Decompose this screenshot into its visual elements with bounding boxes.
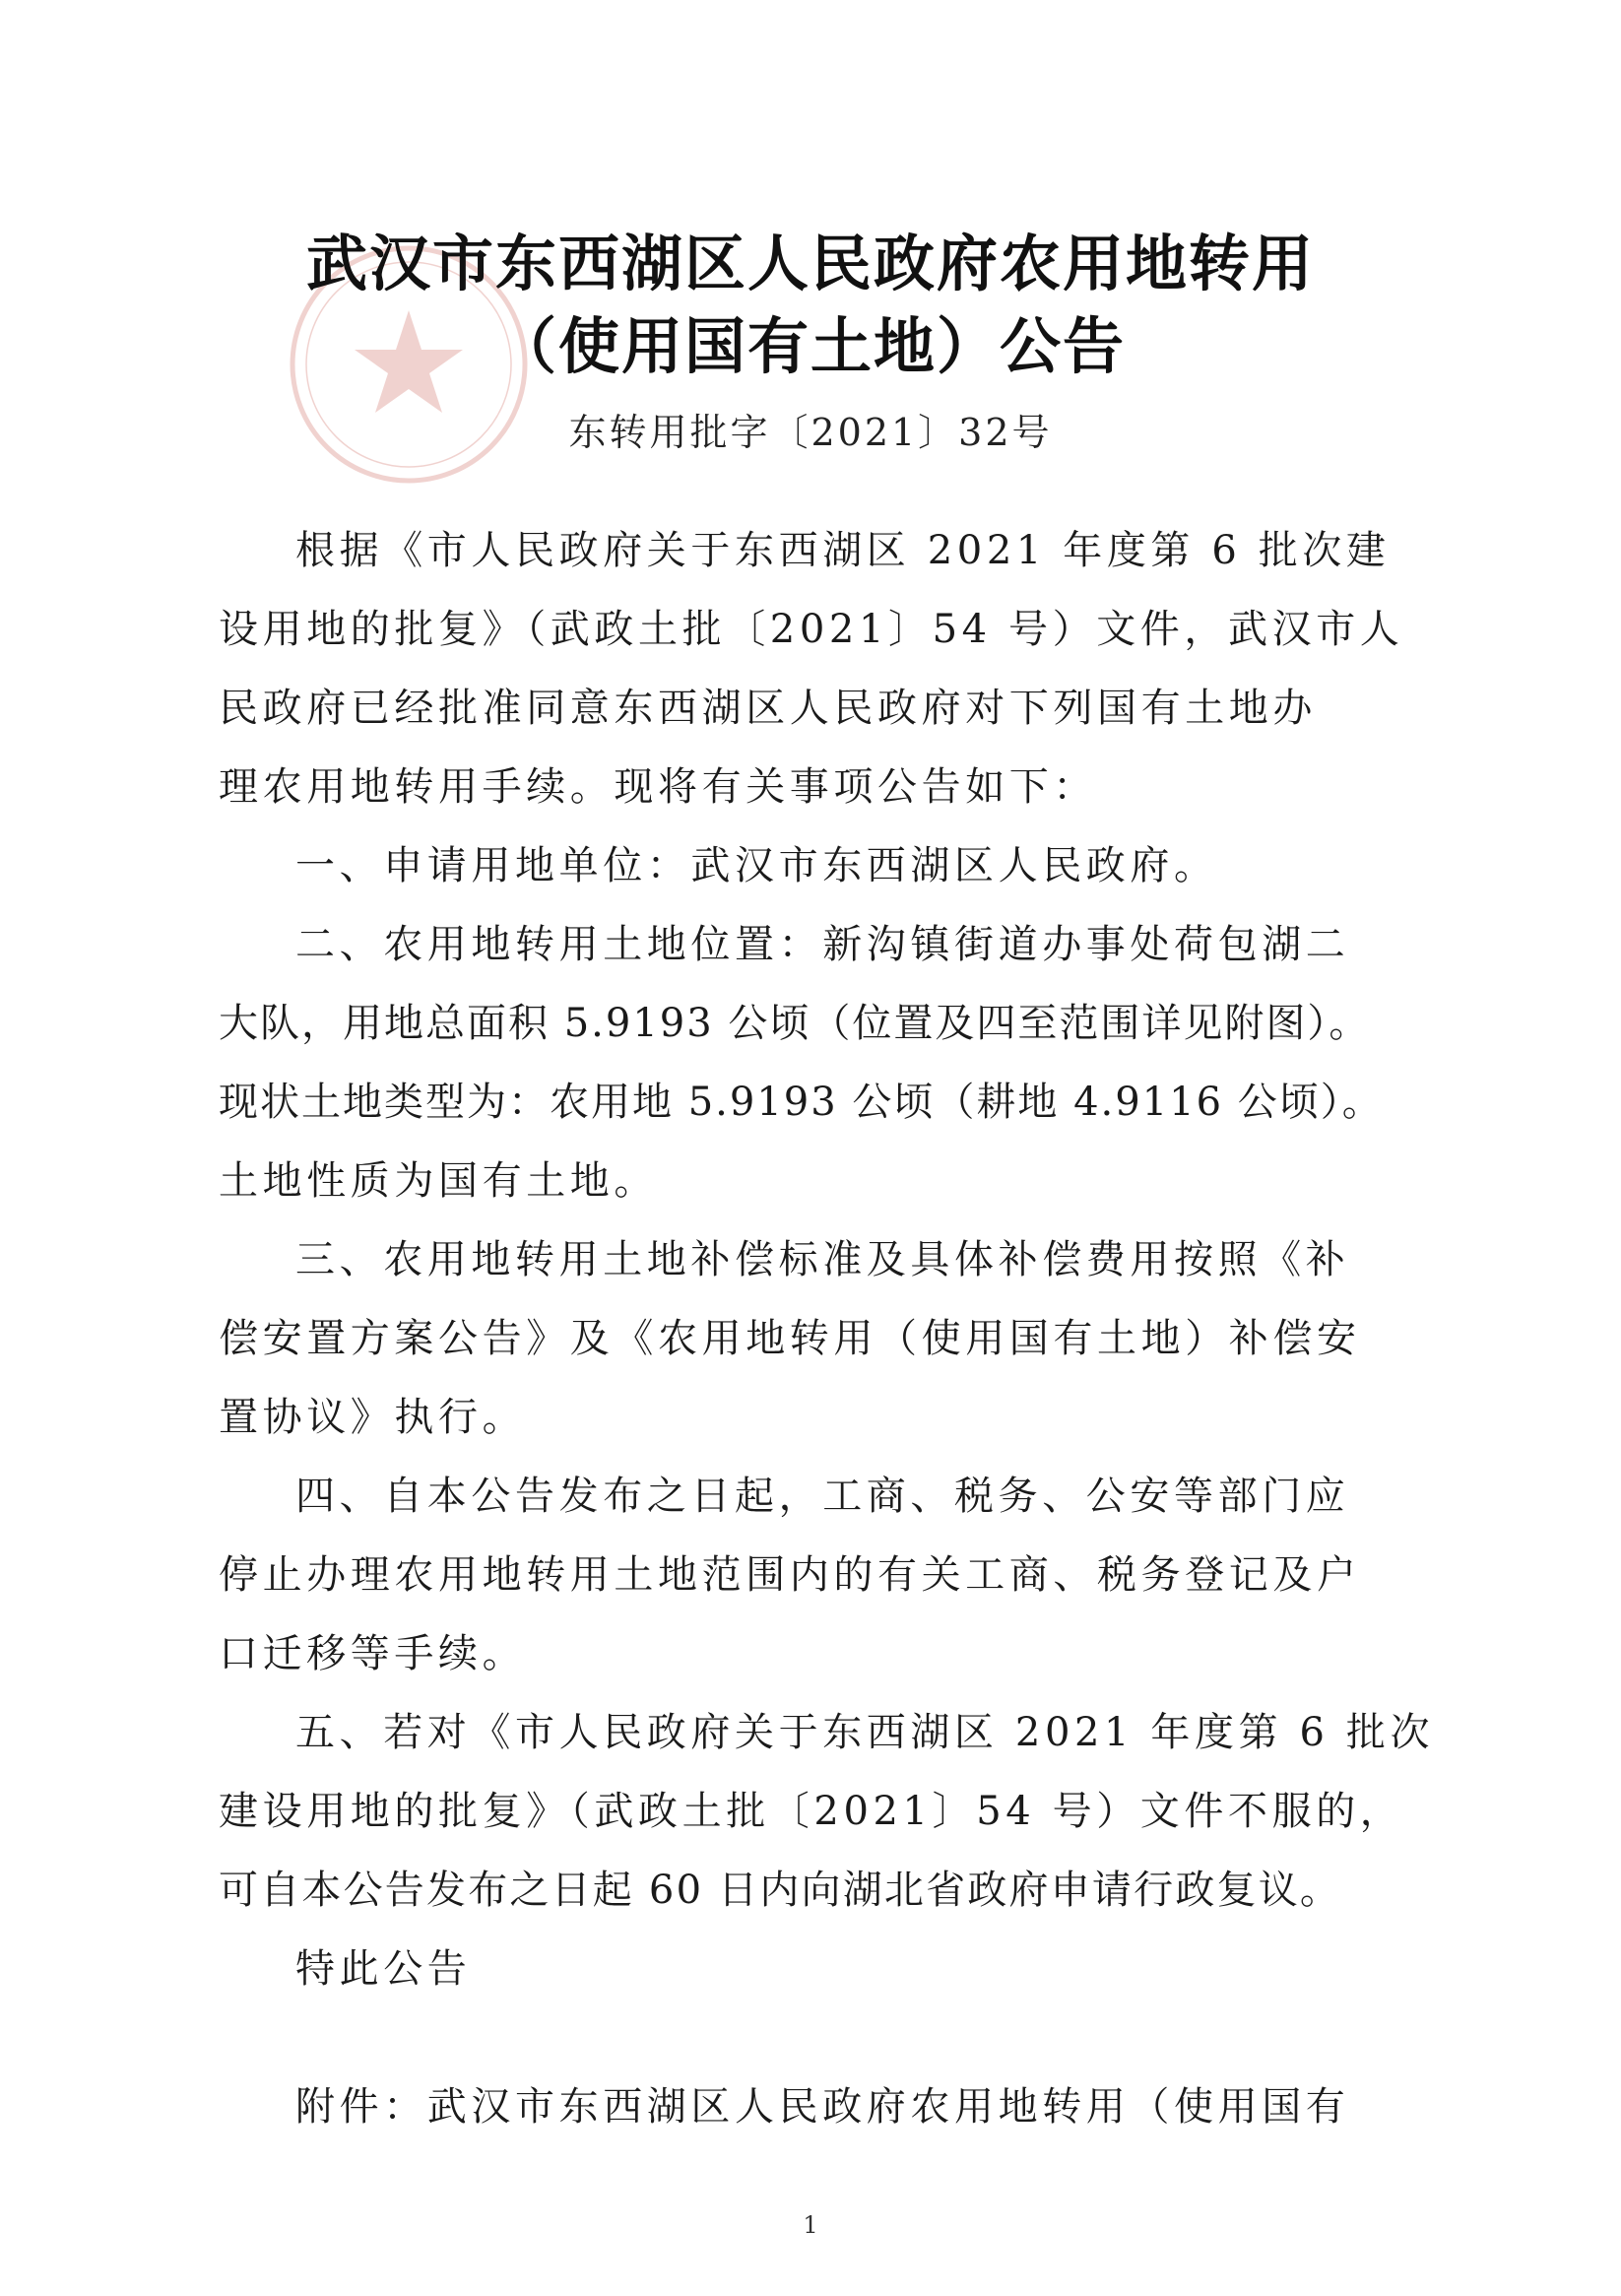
body-line: 五、若对《市人民政府关于东西湖区 2021 年度第 6 批次	[295, 1710, 1435, 1755]
attachment-line: 附件：武汉市东西湖区人民政府农用地转用（使用国有	[295, 2084, 1350, 2130]
document-title-line-2: （使用国有土地）公告	[494, 310, 1126, 382]
closing-text: 特此公告	[295, 1946, 472, 1992]
body-line: 三、农用地转用土地补偿标准及具体补偿费用按照《补	[295, 1237, 1350, 1282]
body-line: 四、自本公告发布之日起，工商、税务、公安等部门应	[295, 1474, 1350, 1519]
body-line: 置协议》执行。	[219, 1395, 527, 1440]
body-line: 设用地的批复》（武政土批〔2021〕54 号）文件，武汉市人	[219, 607, 1404, 652]
document-number: 东转用批字〔2021〕32号	[568, 411, 1053, 454]
body-line: 可自本公告发布之日起 60 日内向湖北省政府申请行政复议。	[219, 1868, 1342, 1913]
body-line: 理农用地转用手续。现将有关事项公告如下：	[219, 764, 1097, 810]
body-line: 口迁移等手续。	[219, 1631, 527, 1676]
body-line: 现状土地类型为：农用地 5.9193 公顷（耕地 4.9116 公顷）。	[219, 1080, 1384, 1125]
body-line: 一、申请用地单位：武汉市东西湖区人民政府。	[295, 843, 1218, 888]
body-line: 大队，用地总面积 5.9193 公顷（位置及四至范围详见附图）。	[219, 1001, 1371, 1046]
body-line: 根据《市人民政府关于东西湖区 2021 年度第 6 批次建	[295, 528, 1391, 573]
body-line: 二、农用地转用土地位置：新沟镇街道办事处荷包湖二	[295, 922, 1350, 967]
body-line: 土地性质为国有土地。	[219, 1158, 658, 1204]
body-line: 建设用地的批复》（武政土批〔2021〕54 号）文件不服的，	[219, 1789, 1404, 1834]
page-number: 1	[803, 2211, 818, 2239]
body-line: 停止办理农用地转用土地范围内的有关工商、税务登记及户	[219, 1552, 1361, 1598]
body-line: 民政府已经批准同意东西湖区人民政府对下列国有土地办	[219, 686, 1317, 731]
document-title-line-1: 武汉市东西湖区人民政府农用地转用	[305, 228, 1315, 299]
body-line: 偿安置方案公告》及《农用地转用（使用国有土地）补偿安	[219, 1316, 1361, 1361]
